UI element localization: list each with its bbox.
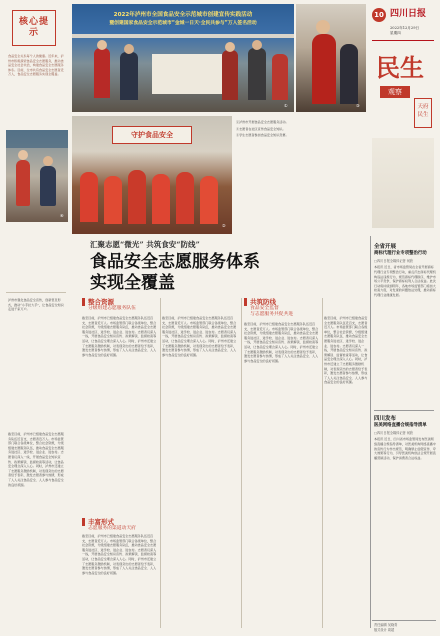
stamp	[414, 98, 432, 128]
photo-caption-block	[236, 116, 296, 234]
column-subtitle: 观察	[388, 88, 402, 96]
masthead	[370, 4, 436, 234]
section-2-title-1: 共筑防线	[244, 298, 324, 306]
footer-designer: 版式设计 周超	[374, 628, 395, 632]
section-3-heading	[82, 518, 162, 532]
sidebar-tag-title: 核心提示	[18, 17, 49, 38]
column-title: 民生	[376, 53, 424, 82]
photo-number-3: ③	[356, 103, 360, 108]
stamp-line1: 天府	[417, 104, 429, 110]
issue-weekday: 星期四	[390, 31, 401, 35]
school-photo	[72, 116, 232, 234]
section-3-title-2: 志愿服务的渠道动天府	[88, 526, 136, 531]
article-col-1b: 截至目前，泸州市已组建食品安全志愿服务队伍近百支，志愿者近万人。市场监管部门联合各级单位，整合社会资源，分级组建志愿服务队伍，推动食品安全志愿服务进社区、进学校、进企业、进农村。志愿者们深入一线，开展食品安全知识宣传、政策解读、监督检查等活动，让食品安全理念深入人心。同时，泸州市还建立了志愿服务激励机制，对表现突出的志愿者给予表彰，激发志愿者参与热情，形成了人人关注食品安全、人人参与食品安全的良好氛围。	[82, 534, 157, 575]
headline-kicker: 汇聚志愿“微光” 共筑食安“防线”	[90, 240, 200, 249]
right-news-2-title-2: 医美网络直播合规指导清单	[374, 423, 427, 428]
article-col-1: 截至目前，泸州市已组建食品安全志愿服务队伍近百支，志愿者近万人。市场监管部门联合各级单位，整合社会资源，分级组建志愿服务队伍，推动食品安全志愿服务进社区、进学校、进企业、进农村。志愿者们深入一线，开展食品安全知识宣传、政策解读、监督检查等活动，让食品安全理念深入人心。同时，泸州市还建立了志愿服务激励机制，对表现突出的志愿者给予表彰，激发志愿者参与热情，形成了人人关注食品安全、人人参与食品安全的良好氛围。	[82, 316, 157, 357]
paper-logo: 四川日报	[390, 9, 427, 19]
caption-line-1: ①泸州市开展食品安全志愿服务活动。	[236, 120, 289, 124]
right-news-2-byline: □四川日报全媒体记者 何欣	[374, 431, 414, 435]
article-col-4: 截至目前，泸州市已组建食品安全志愿服务队伍近百支，志愿者近万人。市场监管部门联合各级单位，整合社会资源，分级组建志愿服务队伍，推动食品安全志愿服务进社区、进学校、进企业、进农村。志愿者们深入一线，开展食品安全知识宣传、政策解读、监督检查等活动，让食品安全理念深入人心。同时，泸州市还建立了志愿服务激励机制，对表现突出的志愿者给予表彰，激发志愿者参与热情，形成了人人关注食品安全、人人参与食品安全的良好氛围。	[324, 316, 368, 385]
issue-date: 2022年12月29日	[390, 26, 420, 30]
section-3-title-1: 丰富形式	[82, 518, 162, 526]
sidebar-photo-number: ④	[60, 213, 64, 218]
headline-main-1: 食品安全志愿服务体系	[90, 252, 260, 272]
right-news-1	[374, 244, 436, 395]
section-1-heading	[82, 298, 162, 312]
stamp-line2: 民生	[417, 112, 429, 118]
right-news-1-byline: □四川日报全媒体记者 何欣	[374, 259, 414, 263]
school-sign: 守护食品安全	[131, 130, 173, 139]
right-news-2	[374, 416, 436, 607]
right-news-2-title-1: 四川发布	[374, 416, 397, 422]
main-event-photo	[72, 4, 294, 112]
sidebar-bottom-text: 泸州市强化食品安全宣传，创新普及形式，推动“小手拉大手”，让食品安全知识走进千家万户。	[8, 298, 64, 312]
right-news-2-text: 本报讯 近日，四川省市场监管局发布医美网络直播合规指导清单，对医美机构网络直播中的宣传行为作出规范，明确禁止虚假宣传、夸大效果等行为，引导医美机构依法合规开展直播营销活动，保护消费者合法权益。	[374, 437, 436, 460]
section-1-title-2: 分级组建志愿服务队伍	[88, 306, 136, 311]
left-sidebar	[2, 2, 68, 632]
page-number-badge	[372, 8, 386, 22]
sidebar-bottom-text-2: 截至目前，泸州市已组建食品安全志愿服务队伍近百支，志愿者近万人。市场监管部门联合各级单位，整合社会资源，分级组建志愿服务队伍，推动食品安全志愿服务进社区、进学校、进企业、进农村。志愿者们深入一线，开展食品安全知识宣传、政策解读、监督检查等活动，让食品安全理念深入人心。同时，泸州市还建立了志愿服务激励机制，对表现突出的志愿者给予表彰，激发志愿者参与热情，形成了人人关注食品安全、人人参与食品安全的良好氛围。	[8, 432, 64, 487]
right-news-1-title-1: 全省开展	[374, 244, 397, 250]
sidebar-tag-box	[12, 10, 56, 46]
section-2-title-2: 食品安全监督	[250, 306, 279, 311]
article-col-3: 截至目前，泸州市已组建食品安全志愿服务队伍近百支，志愿者近万人。市场监管部门联合各级单位，整合社会资源，分级组建志愿服务队伍，推动食品安全志愿服务进社区、进学校、进企业、进农村。志愿者们深入一线，开展食品安全知识宣传、政策解读、监督检查等活动，让食品安全理念深入人心。同时，泸州市还建立了志愿服务激励机制，对表现突出的志愿者给予表彰，激发志愿者参与热情，形成了人人关注食品安全、人人参与食品安全的良好氛围。	[244, 322, 319, 363]
caption-line-3: ③学生志愿者参加食品安全知识竞赛。	[236, 133, 289, 138]
section-2-heading	[244, 298, 324, 318]
sidebar-tag-text: 食品安全关系每个人的健康。近年来，泸州市积极探索食品安全志愿服务，推动食品安全社会共治，构建食品安全志愿服务体系。目前，全市共有食品安全志愿者近万人，食品安全志愿服务实现全覆盖。	[8, 54, 64, 77]
section-1-title-1: 整合资源	[82, 298, 162, 306]
photo-number-1: ①	[284, 103, 288, 108]
column-subtitle-box	[380, 86, 410, 98]
headline-main-2: 实现全覆盖	[90, 273, 175, 293]
page-number: 10	[374, 11, 384, 19]
sidebar-photo	[6, 130, 68, 222]
section-2-title-3: 与志愿服务共促共进	[250, 312, 294, 317]
footer-editor: 责任编辑 吴晓青	[374, 623, 398, 627]
right-top-photo	[296, 4, 366, 112]
banner-line2: 暨创建国家食品安全示范城市“金城一日天·全民共参与”万人签名活动	[109, 21, 257, 26]
photo-number-2: ②	[222, 223, 226, 228]
right-news-1-text: 本报讯 近日，省市场监管局在全省开展商标代理行业专项整治行动，重点打击商标代理机构违法违规行为，规范商标代理秩序，维护市场公平竞争，保护商标权利人合法权益。此次行动将持续到明年，各地市场监管部门将加大检查力度，对发现的问题依法处理，推动商标代理行业健康发展。	[374, 265, 436, 297]
caption-line-2: ②志愿者在社区宣传食品安全知识。	[236, 126, 286, 131]
banner-line1: 2022年泸州市全国食品安全示范城市创建宣传实践活动	[113, 12, 253, 18]
article-col-2: 截至目前，泸州市已组建食品安全志愿服务队伍近百支，志愿者近万人。市场监管部门联合各级单位，整合社会资源，分级组建志愿服务队伍，推动食品安全志愿服务进社区、进学校、进企业、进农村。志愿者们深入一线，开展食品安全知识宣传、政策解读、监督检查等活动，让食品安全理念深入人心。同时，泸州市还建立了志愿服务激励机制，对表现突出的志愿者给予表彰，激发志愿者参与热情，形成了人人关注食品安全、人人参与食品安全的良好氛围。	[162, 316, 237, 357]
right-news-1-title-2: 商标代理行业专项整治行动	[374, 251, 427, 256]
headline-block	[72, 240, 368, 294]
